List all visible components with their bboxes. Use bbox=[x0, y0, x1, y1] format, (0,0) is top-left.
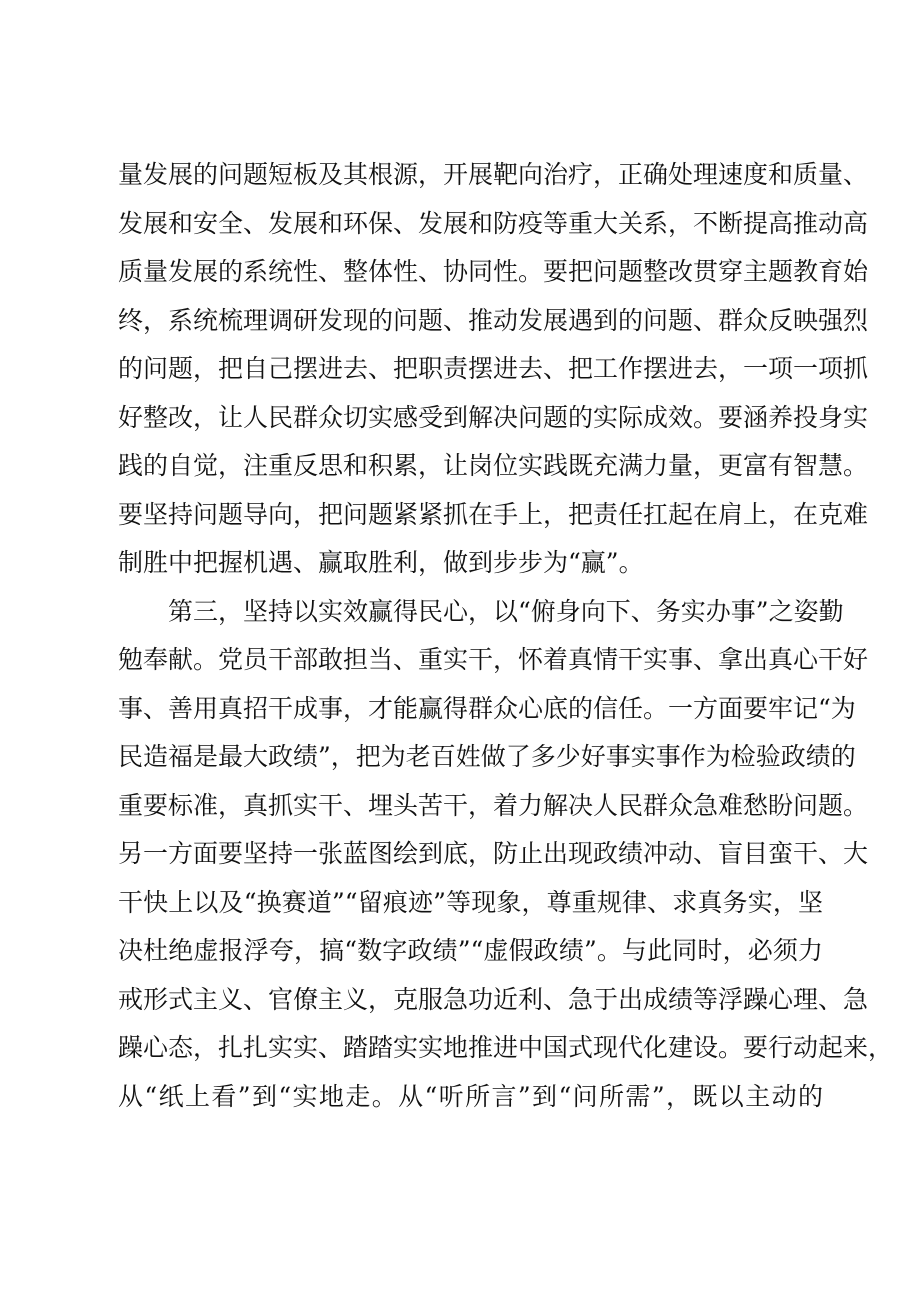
text-line: 好整改，让人民群众切实感受到解决问题的实际成效。要涵养投身实 bbox=[118, 402, 869, 432]
text-line: 践的自觉，注重反思和积累，让岗位实践既充满力量，更富有智慧。 bbox=[118, 451, 869, 480]
text-line: 重要标准，真抓实干、埋头苦干，着力解决人民群众急难愁盼问题。 bbox=[118, 790, 869, 820]
text-line: 决杜绝虚报浮夸，搞“数字政绩”“虚假政绩”。与此同时，必须力 bbox=[118, 936, 823, 965]
text-line: 量发展的问题短板及其根源，开展靶向治疗，正确处理速度和质量、 bbox=[118, 160, 869, 189]
text-line: 要坚持问题导向，把问题紧紧抓在手上，把责任扛起在肩上，在克难 bbox=[118, 499, 869, 529]
paragraph-2 bbox=[118, 588, 894, 1122]
text-line: 事、善用真招干成事，才能赢得群众心底的信任。一方面要牢记“为 bbox=[118, 693, 856, 723]
paragraph-1 bbox=[118, 151, 869, 588]
text-line: 另一方面要坚持一张蓝图绘到底，防止出现政绩冲动、盲目蛮干、大 bbox=[118, 839, 869, 868]
text-line: 戒形式主义、官僚主义，克服急功近利、急于出成绩等浮躁心理、急 bbox=[118, 984, 869, 1014]
document-body bbox=[118, 151, 894, 1121]
text-line: 躁心态，扎扎实实、踏踏实实地推进中国式现代化建设。要行动起来， bbox=[118, 1033, 894, 1062]
text-line: 勉奉献。党员干部敢担当、重实干，怀着真情干实事、拿出真心干好 bbox=[118, 645, 869, 674]
text-line: 制胜中把握机遇、赢取胜利，做到步步为“赢”。 bbox=[118, 548, 644, 577]
text-line: 发展和安全、发展和环保、发展和防疫等重大关系，不断提高推动高 bbox=[118, 208, 869, 238]
text-line: 第三，坚持以实效赢得民心，以“俯身向下、务实办事”之姿勤 bbox=[168, 596, 844, 626]
text-line: 终，系统梳理调研发现的问题、推动发展遇到的问题、群众反映强烈 bbox=[118, 305, 869, 335]
text-line: 干快上以及“换赛道”“留痕迹”等现象，尊重规律、求真务实，坚 bbox=[118, 887, 823, 917]
text-line: 从“纸上看”到“实地走。从“听所言”到“问所需”，既以主动的 bbox=[118, 1081, 823, 1111]
text-line: 质量发展的系统性、整体性、协同性。要把问题整改贯穿主题教育始 bbox=[118, 257, 869, 286]
text-line: 民造福是最大政绩”，把为老百姓做了多少好事实事作为检验政绩的 bbox=[118, 742, 856, 771]
text-line: 的问题，把自己摆进去、把职责摆进去、把工作摆进去，一项一项抓 bbox=[118, 354, 869, 383]
